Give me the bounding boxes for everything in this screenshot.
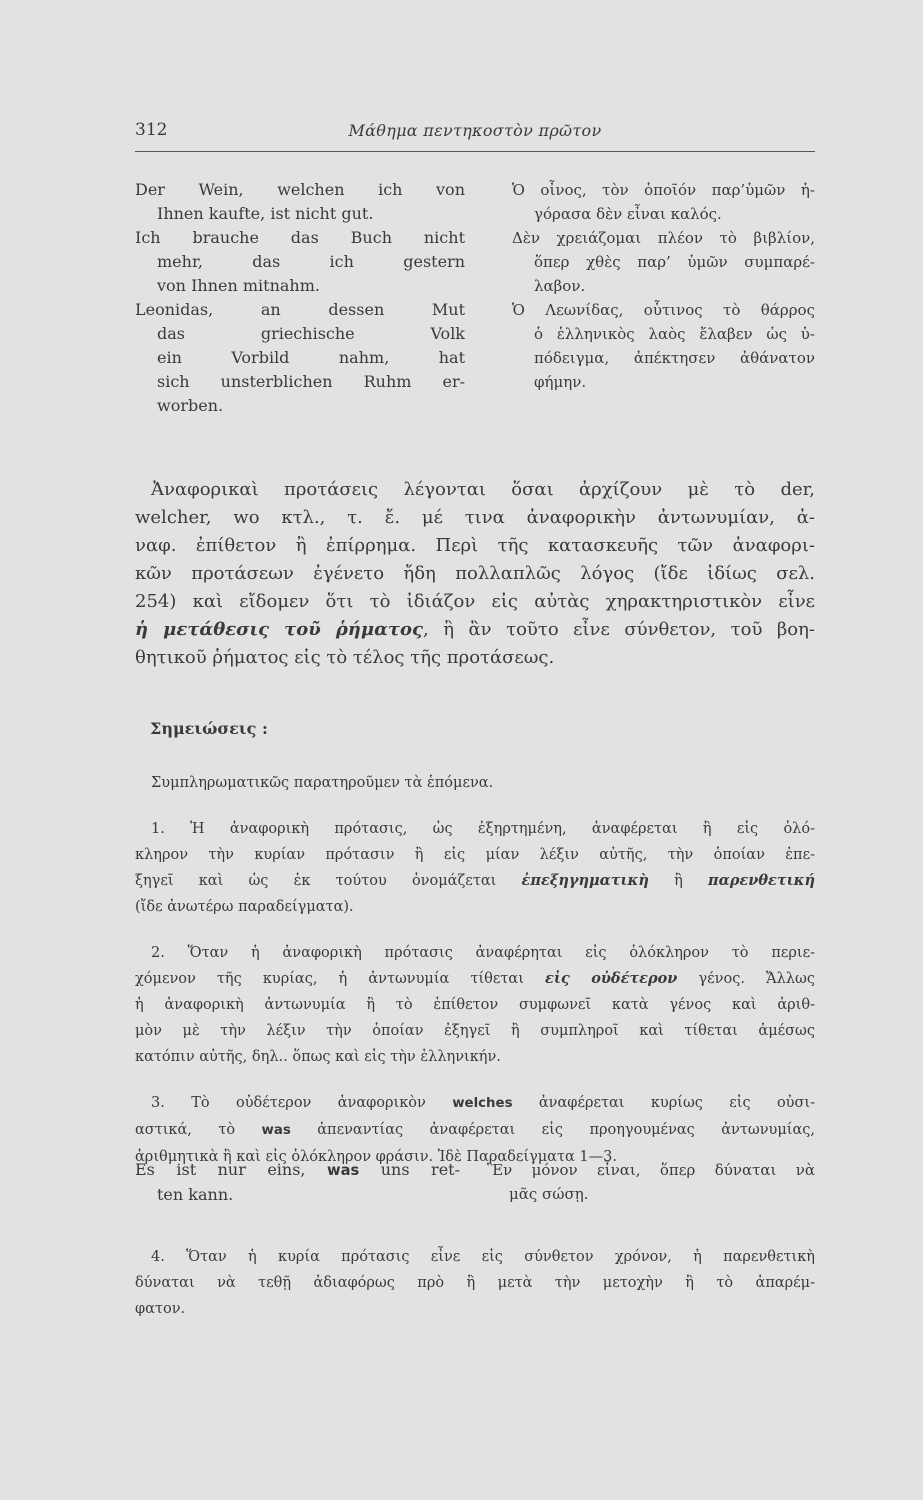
text-line <box>135 1044 815 1070</box>
text-run: ἀναφέρεται κυρίως εἰς οὐσι- <box>512 1095 815 1111</box>
text-run: κῶν προτάσεων ἐγένετο ἤδη πολλαπλῶς λόγος (ἴδε ἰδίως σελ. <box>135 563 815 584</box>
text-line <box>135 770 815 796</box>
main-paragraph <box>135 476 815 672</box>
header-rule <box>135 151 815 152</box>
text-run: sich unsterblichen Ruhm er- <box>157 372 465 391</box>
text-line <box>135 1117 815 1144</box>
text-run: Ἀναφορικαὶ προτάσεις λέγονται ὅσαι ἀρχίζουν μὲ τὸ der, <box>151 479 815 500</box>
text-line <box>135 1270 815 1296</box>
text-run: ξηγεῖ καὶ ὡς ἐκ τούτου ὀνομάζεται <box>135 873 522 889</box>
text-run: 2. Ὅταν ἡ ἀναφορικὴ πρότασις ἀναφέρηται εἰς ὁλόκληρον τὸ περιε- <box>151 945 815 961</box>
text-run: Ὁ οἶνος, τὸν ὁποῖόν παρ’ὑμῶν ἠ- <box>512 181 815 199</box>
text-run: welcher, wo κτλ., τ. ἔ. μέ τινα ἀναφορικὴν ἀντωνυμίαν, ἀ- <box>135 507 815 528</box>
paragraph <box>135 940 815 1070</box>
text-line <box>135 894 815 920</box>
text-line <box>135 992 815 1018</box>
text-line <box>135 226 465 250</box>
text-run: ἡ ἀναφορικὴ ἀντωνυμία ἢ τὸ ἐπίθετον συμφωνεῖ κατὰ γένος καὶ ἀριθ- <box>135 997 815 1013</box>
paragraph <box>135 476 815 672</box>
text-line <box>157 370 465 394</box>
text-line <box>512 226 815 250</box>
example-greek-column <box>512 178 815 394</box>
text-line <box>135 842 815 868</box>
text-line <box>135 532 815 560</box>
text-line <box>135 1244 815 1270</box>
text-line <box>512 178 815 202</box>
text-run: φήμην. <box>534 373 587 391</box>
emphasis-text: εἰς οὐδέτερον <box>545 970 678 987</box>
text-line <box>157 274 465 298</box>
text-line <box>135 616 815 644</box>
text-line <box>157 322 465 346</box>
text-line <box>135 1296 815 1322</box>
paragraph <box>135 816 815 920</box>
keyword-text: was <box>261 1123 291 1138</box>
text-run: ἀπεναντίας ἀναφέρεται εἰς προηγουμένας ἀντωνυμίας, <box>290 1122 815 1138</box>
emphasis-text: παρενθετική <box>708 872 816 889</box>
text-run: Ich brauche das Buch nicht <box>135 228 465 247</box>
text-run: 254) καὶ εἴδομεν ὅτι τὸ ἰδιάζον εἰς αὐτὰς χηρακτηριστικὸν εἶνε <box>135 591 815 612</box>
note-4 <box>135 1244 815 1322</box>
page-number: 312 <box>135 120 168 140</box>
keyword-text: welches <box>452 1096 513 1111</box>
text-line <box>534 346 815 370</box>
text-run: χόμενον τῆς κυρίας, ἡ ἀντωνυμία τίθεται <box>135 971 545 987</box>
text-run: φατον. <box>135 1301 186 1317</box>
paragraph <box>512 226 815 298</box>
text-run: ἀριθμητικὰ ἢ καὶ εἰς ὁλόκληρον φράσιν. Ἰδὲ Παραδείγματα 1—3. <box>135 1149 617 1165</box>
text-run: δύναται νὰ τεθῇ ἀδιαφόρως πρὸ ἢ μετὰ τὴν μετοχὴν ἢ τὸ ἀπαρέμ- <box>135 1275 815 1291</box>
text-line <box>534 202 815 226</box>
text-line <box>135 1090 815 1117</box>
text-run: θητικοῦ ῥήματος εἰς τὸ τέλος τῆς προτάσεως. <box>135 647 555 668</box>
text-run: ὁ ἑλληνικὸς λαὸς ἔλαβεν ὡς ὑ- <box>534 325 815 343</box>
text-run: 1. Ἡ ἀναφορικὴ πρότασις, ὡς ἐξηρτημένη, ἀναφέρεται ἢ εἰς ὁλό- <box>151 821 815 837</box>
running-header-title: Μάθημα πεντηκοστὸν πρῶτον <box>348 121 602 140</box>
text-line <box>509 1182 815 1206</box>
text-run: Es ist nur eins, <box>135 1160 327 1179</box>
text-run: worben. <box>157 396 224 415</box>
paragraph <box>135 1244 815 1322</box>
notes-section <box>135 770 815 1170</box>
text-run: ἢ <box>648 873 709 889</box>
text-line <box>135 504 815 532</box>
text-run: Ἓν μόνον εἶναι, ὅπερ δύναται νὰ <box>487 1161 815 1179</box>
text-run: μᾶς σώσῃ. <box>509 1185 589 1203</box>
paragraph <box>135 298 465 418</box>
example2-greek-column <box>487 1158 815 1206</box>
text-run: das griechische Volk <box>157 324 465 343</box>
text-line <box>534 250 815 274</box>
text-line <box>157 394 465 418</box>
text-run: Δὲν χρειάζομαι πλέον τὸ βιβλίον, <box>512 229 815 247</box>
text-run: κληρον τὴν κυρίαν πρότασιν ἢ εἰς μίαν λέξιν αὐτῆς, τὴν ὁποίαν ἐπε- <box>135 847 815 863</box>
text-line <box>534 274 815 298</box>
text-line <box>135 298 465 322</box>
text-run: ein Vorbild nahm, hat <box>157 348 465 367</box>
text-line <box>534 322 815 346</box>
text-run: uns ret- <box>359 1160 460 1179</box>
text-line <box>157 250 465 274</box>
text-line <box>135 178 465 202</box>
text-run: Ὁ Λεωνίδας, οὗτινος τὸ θάρρος <box>512 301 815 319</box>
text-line <box>135 966 815 992</box>
text-run: πόδειγμα, ἀπέκτησεν ἀθάνατον <box>534 349 815 367</box>
paragraph <box>135 226 465 298</box>
text-run: αστικά, τὸ <box>135 1122 262 1138</box>
text-run: 3. Τὸ οὐδέτερον ἀναφορικὸν <box>151 1095 453 1111</box>
text-run: Leonidas, an dessen Mut <box>135 300 465 319</box>
emphasis-text: ἐπεξηγηματικὴ <box>521 872 649 889</box>
text-run: von Ihnen mitnahm. <box>157 276 320 295</box>
paragraph <box>487 1158 815 1206</box>
text-line <box>157 202 465 226</box>
text-run: ὅπερ χθὲς παρ’ ὑμῶν συμπαρέ- <box>534 253 815 271</box>
text-run: γόρασα δὲν εἶναι καλός. <box>534 205 722 223</box>
text-run: λαβον. <box>534 277 586 295</box>
text-run: γένος. Ἄλλως <box>677 971 816 987</box>
text-line <box>135 560 815 588</box>
text-run: 4. Ὅταν ἡ κυρία πρότασις εἶνε εἰς σύνθετον χρόνον, ἡ παρενθετικὴ <box>151 1249 815 1265</box>
text-line <box>135 1018 815 1044</box>
text-run: Der Wein, welchen ich von <box>135 180 465 199</box>
text-line <box>135 868 815 894</box>
text-run: mehr, das ich gestern <box>157 252 465 271</box>
text-run: Ihnen kaufte, ist nicht gut. <box>157 204 374 223</box>
text-line <box>512 298 815 322</box>
paragraph <box>135 178 465 226</box>
keyword-text: was <box>326 1162 360 1179</box>
text-run: , ἢ ἂν τοῦτο εἶνε σύνθετον, τοῦ βοη- <box>423 619 816 640</box>
text-line <box>135 644 815 672</box>
text-line <box>534 370 815 394</box>
example2-german-column <box>135 1158 460 1207</box>
paragraph <box>512 178 815 226</box>
paragraph <box>135 1158 460 1207</box>
text-run: κατόπιν αὐτῆς, δηλ.. ὅπως καὶ εἰς τὴν ἑλληνικήν. <box>135 1049 501 1065</box>
emphasis-text: ἡ μετάθεσις τοῦ ῥήματος <box>135 619 423 640</box>
paragraph <box>135 770 815 796</box>
example-german-column <box>135 178 465 418</box>
text-line <box>157 346 465 370</box>
text-line <box>157 1183 460 1207</box>
text-run: Συμπληρωματικῶς παρατηροῦμεν τὰ ἑπόμενα. <box>151 775 494 791</box>
text-line <box>135 940 815 966</box>
text-run: ναφ. ἐπίθετον ἢ ἐπίρρημα. Περὶ τῆς κατασκευῆς τῶν ἀναφορι- <box>135 535 815 556</box>
text-run: ten kann. <box>157 1185 234 1204</box>
paragraph <box>512 298 815 394</box>
text-line <box>135 588 815 616</box>
notes-heading: Σημειώσεις : <box>150 719 268 738</box>
text-line <box>135 816 815 842</box>
text-run: (ἴδε ἀνωτέρω παραδείγματα). <box>135 899 354 915</box>
text-line <box>135 476 815 504</box>
text-run: μὸν μὲ τὴν λέξιν τὴν ὁποίαν ἐξηγεῖ ἢ συμπληροῖ καὶ τίθεται ἀμέσως <box>135 1023 815 1039</box>
text-line <box>487 1158 815 1182</box>
text-line <box>135 1158 460 1183</box>
